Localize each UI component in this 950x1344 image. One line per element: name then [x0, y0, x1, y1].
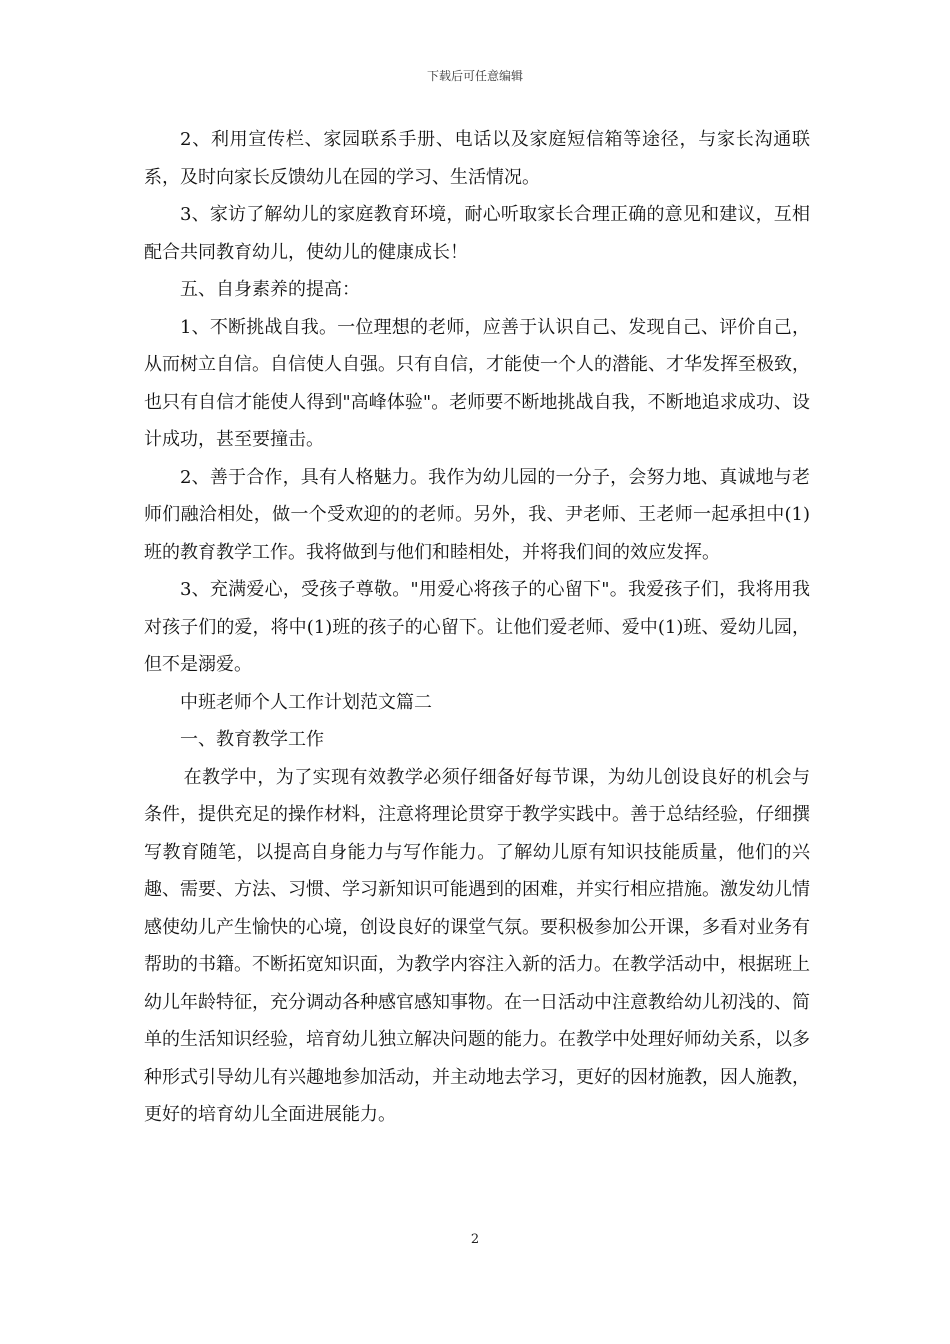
page-header: 下载后可任意编辑: [426, 69, 523, 83]
page-number: 2: [470, 1232, 480, 1247]
paragraph-teaching: 在教学中，为了实现有效教学必须仔细备好每节课，为幼儿创设良好的机会与条件，提供充足的操作材料，注意将理论贯穿于教学实践中。善于总结经验，仔细撰写教育随笔，以提高自身能力与写作能力。了解幼儿原有知识技能质量，他们的兴趣、需要、方法、习惯、学习新知识可能遇到的困难，并实行相应措施。激发幼儿情感使幼儿产生愉快的心境，创设良好的课堂气氛。要积极参加公开课，多看对业务有帮助的书籍。不断拓宽知识面，为教学内容注入新的活力。在教学活动中，根据班上幼儿年龄特征，充分调动各种感官感知事物。在一日活动中注意教给幼儿初浅的、简单的生活知识经验，培育幼儿独立解决问题的能力。在教学中处理好师幼关系，以多种形式引导幼儿有兴趣地参加活动，并主动地去学习，更好的因材施教，因人施教，更好的培育幼儿全面进展能力。: [144, 766, 810, 1125]
paragraph-communication: 2、利用宣传栏、家园联系手册、电话以及家庭短信箱等途径，与家长沟通联系，及时向家长反馈幼儿在园的学习、生活情况。: [144, 129, 810, 188]
paragraph-love: 3、充满爱心，受孩子尊敬。"用爱心将孩子的心留下"。我爱孩子们，我将用我对孩子们的爱，将中(1)班的孩子的心留下。让他们爱老师、爱中(1)班、爱幼儿园，但不是溺爱。: [144, 579, 810, 675]
article-title-part-two: 中班老师个人工作计划范文篇二: [180, 691, 432, 713]
section-heading-self-improvement: 五、自身素养的提高：: [180, 279, 360, 300]
paragraph-challenge-self: 1、不断挑战自我。一位理想的老师，应善于认识自己、发现自己、评价自己，从而树立自信。自信使人自强。只有自信，才能使一个人的潜能、才华发挥至极致，也只有自信才能使人得到"高峰体验"。老师要不断地挑战自我，不断地追求成功、设计成功，甚至要撞击。: [144, 316, 810, 450]
document-body: [144, 121, 810, 1134]
paragraph-cooperation: 2、善于合作，具有人格魅力。我作为幼儿园的一分子，会努力地、真诚地与老师们融洽相处，做一个受欢迎的的老师。另外，我、尹老师、王老师一起承担中(1)班的教育教学工作。我将做到与他们和睦相处，并将我们间的效应发挥。: [144, 466, 810, 563]
paragraph-home-visit: 3、家访了解幼儿的家庭教育环境，耐心听取家长合理正确的意见和建议，互相配合共同教育幼儿，使幼儿的健康成长！: [144, 204, 810, 263]
section-heading-teaching: 一、教育教学工作: [180, 729, 324, 750]
